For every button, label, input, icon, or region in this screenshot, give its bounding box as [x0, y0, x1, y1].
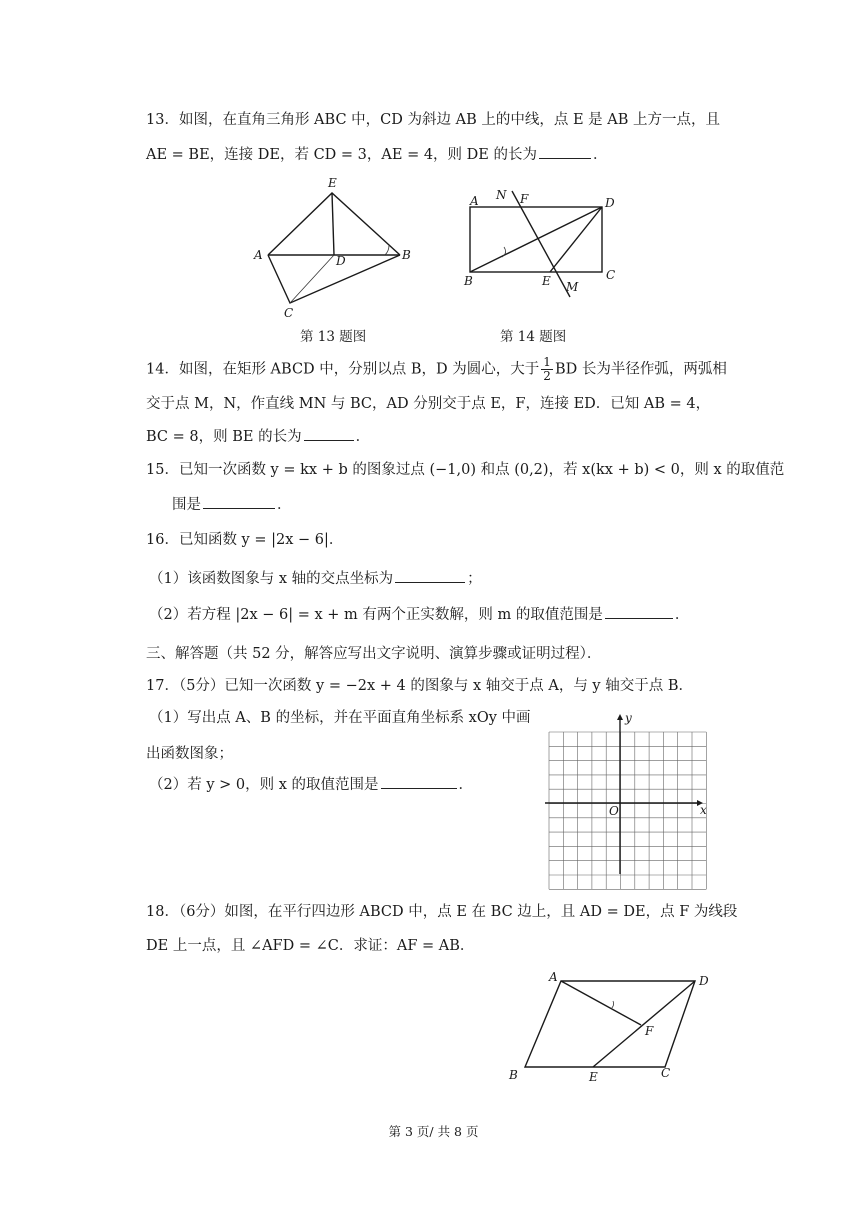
q16-part2-blank[interactable] — [605, 604, 673, 619]
q14-label-m: M — [566, 280, 579, 294]
q14-label-a: A — [470, 194, 479, 208]
grid-label-y: y — [625, 711, 632, 725]
q13-angle-mark — [385, 245, 389, 255]
q16-part1-text: （1）该函数图象与 x 轴的交点坐标为 — [149, 571, 394, 587]
q14-figure — [462, 185, 622, 325]
q14-label-n: N — [496, 188, 507, 202]
q16-part2 — [149, 604, 689, 625]
q17-part1b: 出函数图象； — [146, 746, 233, 762]
grid-label-o: O — [609, 804, 619, 818]
q17-answer-blank[interactable] — [381, 774, 457, 789]
q13-label-b: B — [402, 248, 411, 262]
q14-caption: 第 14 题图 — [500, 329, 567, 345]
q14-fraction — [541, 356, 553, 383]
page-footer: 第 3 页/ 共 8 页 — [388, 1124, 479, 1139]
q13-caption: 第 13 题图 — [300, 329, 367, 345]
q13-label-c: C — [284, 306, 294, 320]
q17-part2-text: （2）若 y > 0，则 x 的取值范围是 — [149, 777, 379, 793]
q17-line1: 17．（5分）已知一次函数 y = −2x + 4 的图象与 x 轴交于点 A，与 y 轴交于点 B． — [146, 678, 693, 694]
q18-label-d: D — [699, 974, 709, 988]
q13-label-e: E — [328, 176, 337, 190]
q14-line3-end: ． — [355, 429, 371, 445]
q16-part2-text: （2）若方程 |2x − 6| = x + m 有两个正实数解，则 m 的取值范围是 — [149, 607, 603, 623]
q18-line-af — [561, 981, 641, 1025]
q16-part2-end: ． — [674, 607, 690, 623]
q15-line2-text: 围是 — [172, 497, 201, 513]
q18-parallelogram — [525, 981, 695, 1067]
q13-figure — [250, 175, 411, 320]
q16-part1 — [149, 568, 482, 589]
q16-part1-blank[interactable] — [395, 568, 465, 583]
q13-line-cd — [290, 255, 334, 303]
q14-label-f: F — [520, 192, 529, 206]
q15-line2-end: ． — [277, 497, 292, 513]
grid-lines — [549, 732, 706, 889]
q18-label-e: E — [589, 1070, 598, 1084]
q18-figure — [505, 965, 720, 1085]
q16-line1: 16．已知函数 y = |2x − 6|． — [146, 532, 344, 548]
q13-line2-end: ． — [592, 147, 608, 163]
q13-label-d: D — [336, 254, 346, 268]
q14-label-c: C — [606, 268, 616, 282]
q17-part1a: （1）写出点 A、B 的坐标，并在平面直角坐标系 xOy 中画 — [149, 710, 531, 726]
q13-answer-blank[interactable] — [539, 144, 591, 159]
q18-line1: 18．（6分）如图，在平行四边形 ABCD 中，点 E 在 BC 边上，且 AD = DE，点 F 为线段 — [146, 904, 738, 920]
q17-coordinate-grid[interactable] — [545, 712, 710, 877]
q14-line3-text: BC = 8，则 BE 的长为 — [146, 429, 302, 445]
q18-angle-mark — [611, 1001, 614, 1009]
q17-part2-end: ． — [458, 777, 474, 793]
q14-line-bd — [470, 207, 602, 272]
q18-label-c: C — [661, 1066, 671, 1080]
q14-line1-rest: BD 长为半径作弧，两弧相 — [554, 361, 727, 378]
q14-line2: 交于点 M，N，作直线 MN 与 BC，AD 分别交于点 E，F，连接 ED．已知 AB = 4， — [146, 396, 711, 412]
q13-line-ac-cb — [268, 255, 400, 303]
q14-label-b: B — [464, 274, 473, 288]
q17-part2 — [149, 774, 473, 795]
q15-answer-blank[interactable] — [203, 494, 275, 509]
q15-line1: 15．已知一次函数 y = kx + b 的图象过点 (−1,0) 和点 (0,2)，若 x(kx + b) < 0，则 x 的取值范 — [146, 462, 785, 478]
q14-line-ed — [550, 207, 602, 272]
q13-line2-text: AE = BE，连接 DE，若 CD = 3，AE = 4，则 DE 的长为 — [146, 147, 537, 163]
q18-label-b: B — [509, 1068, 518, 1082]
q15-line2 — [172, 494, 292, 515]
q13-line1: 13．如图，在直角三角形 ABC 中，CD 为斜边 AB 上的中线，点 E 是 AB 上方一点，且 — [146, 112, 720, 128]
q13-line2 — [146, 144, 607, 165]
q14-line1-text: 14．如图，在矩形 ABCD 中，分别以点 B，D 为圆心，大于 — [146, 361, 540, 378]
q13-line-ed — [332, 193, 334, 255]
q14-label-d: D — [605, 196, 615, 210]
grid-label-x: x — [700, 803, 707, 817]
q14-label-e: E — [542, 274, 551, 288]
q14-frac-den: 2 — [543, 369, 551, 383]
y-axis-arrow — [617, 714, 623, 720]
section3-heading: 三、解答题（共 52 分，解答应写出文字说明、演算步骤或证明过程）． — [146, 646, 602, 662]
q18-label-f: F — [645, 1024, 654, 1038]
q13-label-a: A — [254, 248, 263, 262]
q18-label-a: A — [549, 970, 558, 984]
q14-frac-num: 1 — [543, 355, 551, 369]
q14-answer-blank[interactable] — [304, 426, 354, 441]
q14-line3 — [146, 426, 370, 447]
q18-line2: DE 上一点，且 ∠AFD = ∠C．求证：AF = AB． — [146, 938, 475, 954]
q16-part1-end: ； — [467, 571, 482, 587]
q14-line1 — [146, 356, 727, 383]
